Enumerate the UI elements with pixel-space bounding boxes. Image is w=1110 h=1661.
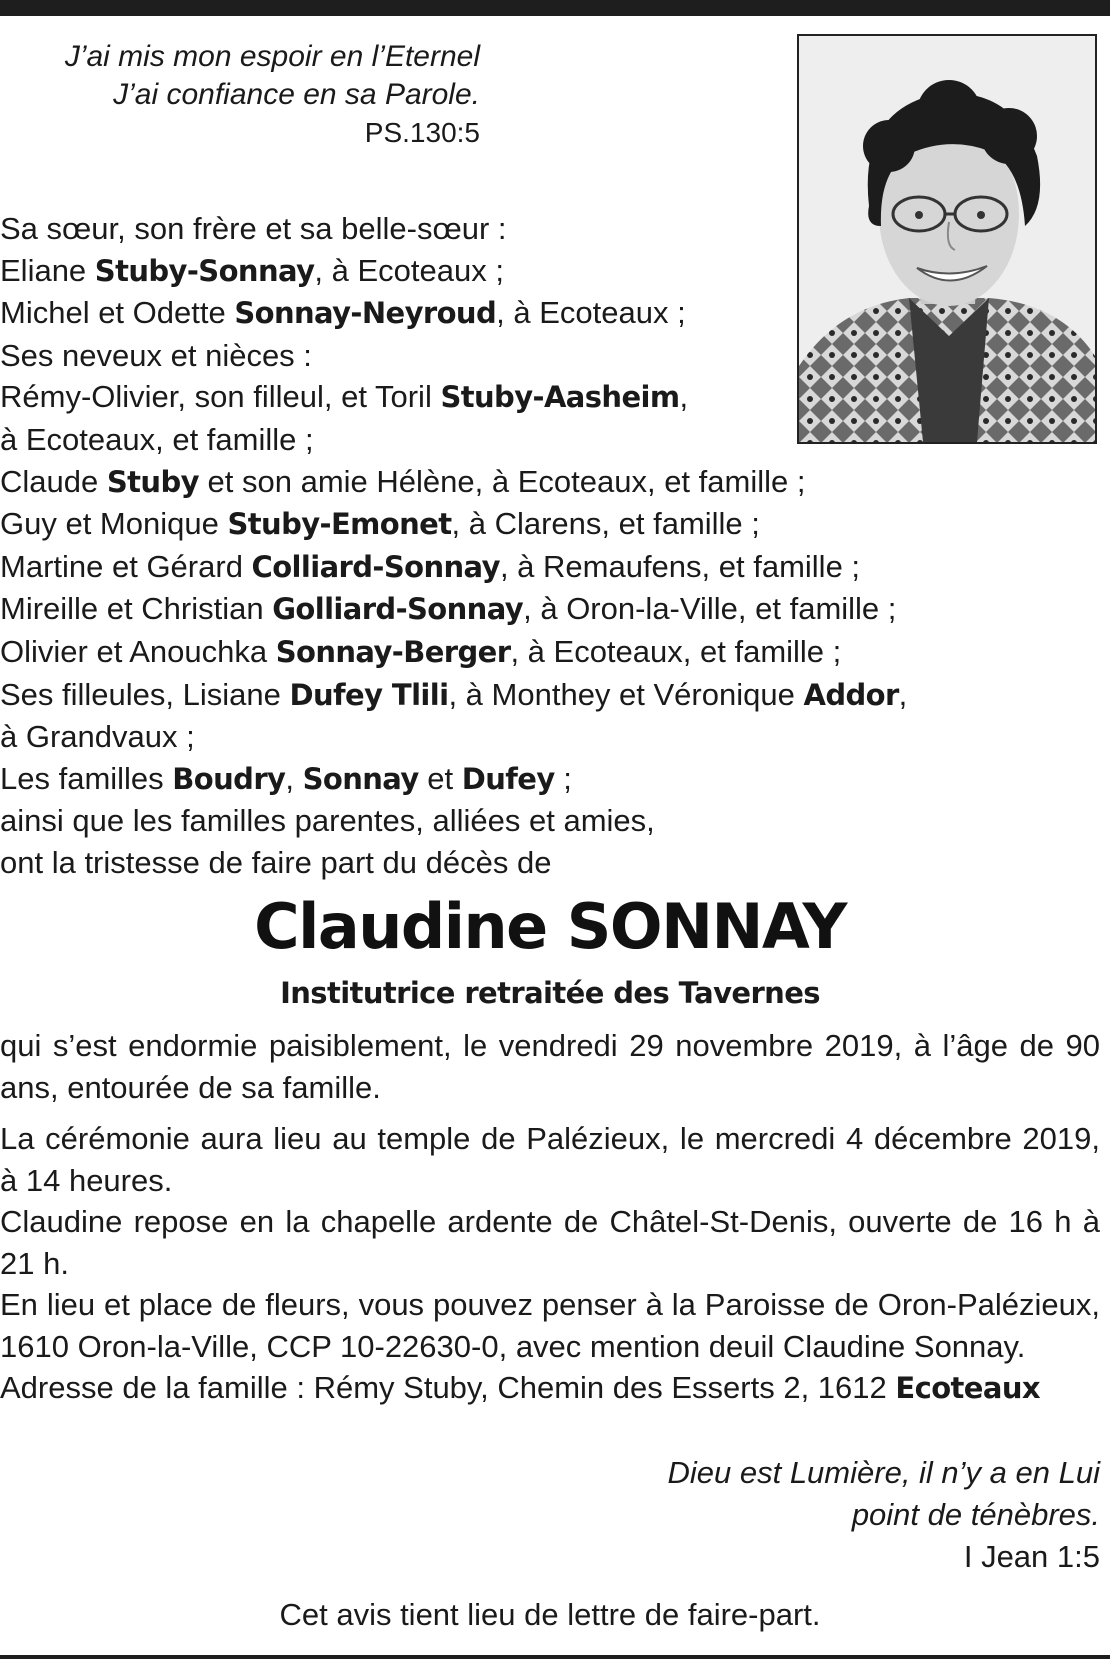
godchildren-line: Ses filleules, Lisiane Dufey Tlili, à Monthey et Véronique Addor, xyxy=(0,676,908,712)
flowers-paragraph: En lieu et place de fleurs, vous pouvez penser à la Paroisse de Oron-Palézieux, 1610 Oron-la-Ville, CCP 10-22630-0, avec mention deuil Claudine Sonnay. xyxy=(0,1287,1100,1364)
family-line: Sa sœur, son frère et sa belle-sœur : xyxy=(0,211,507,246)
deceased-name: Claudine SONNAY xyxy=(254,890,846,963)
family-name: Sonnay-Neyroud xyxy=(234,296,497,331)
family-line: à Ecoteaux, et famille ; xyxy=(0,421,314,457)
ceremony-paragraph: La cérémonie aura lieu au temple de Palézieux, le mercredi 4 décembre 2019, à 14 heures. xyxy=(0,1121,1100,1198)
announce-line: ont la tristesse de faire part du décès de xyxy=(0,844,552,880)
family-name: Stuby-Sonnay xyxy=(94,253,315,288)
epigraph-reference: PS.130:5 xyxy=(364,117,480,148)
address-paragraph: Adresse de la famille : Rémy Stuby, Chemin des Esserts 2, 1612 Ecoteaux xyxy=(0,1370,1040,1405)
family-name: Stuby-Aasheim xyxy=(440,380,680,415)
family-line: Mireille et Christian Golliard-Sonnay, à Oron-la-Ville, et famille ; xyxy=(0,591,897,627)
closing-verse xyxy=(400,1452,1100,1578)
family-line: Martine et Gérard Colliard-Sonnay, à Remaufens, et famille ; xyxy=(0,548,861,584)
families-line: Les familles Boudry, Sonnay et Dufey ; xyxy=(0,760,572,796)
obituary-body xyxy=(0,1025,1100,1410)
family-line: Michel et Odette Sonnay-Neyroud, à Ecoteaux ; xyxy=(0,295,686,331)
chapel-paragraph: Claudine repose en la chapelle ardente de Châtel-St-Denis, ouverte de 16 h à 21 h. xyxy=(0,1204,1100,1281)
address-locality: Ecoteaux xyxy=(895,1371,1040,1405)
occupation: Institutrice retraitée des Tavernes xyxy=(280,976,820,1010)
godchildren-line-2: à Grandvaux ; xyxy=(0,719,195,755)
family-name: Sonnay xyxy=(302,761,419,796)
family-name: Dufey xyxy=(461,761,555,796)
closing-reference: I Jean 1:5 xyxy=(963,1539,1100,1574)
family-name: Golliard-Sonnay xyxy=(272,592,524,627)
family-name: Sonnay-Berger xyxy=(275,634,511,669)
death-paragraph: qui s’est endormie paisiblement, le vendredi 29 novembre 2019, à l’âge de 90 ans, entourée de sa famille. xyxy=(0,1028,1100,1105)
epigraph-line-1: J’ai mis mon espoir en l’Eternel xyxy=(64,40,480,73)
family-name: Stuby-Emonet xyxy=(227,507,452,542)
epigraph-line-2: J’ai confiance en sa Parole. xyxy=(113,78,480,111)
family-line: Claude Stuby et son amie Hélène, à Ecoteaux, et famille ; xyxy=(0,463,806,499)
bottom-rule xyxy=(0,1655,1110,1659)
closing-line-1: Dieu est Lumière, il n’y a en Lui xyxy=(667,1455,1100,1490)
epigraph xyxy=(0,38,480,152)
notice-line: Cet avis tient lieu de lettre de faire-part. xyxy=(279,1597,821,1632)
relatives-line: ainsi que les familles parentes, alliées et amies, xyxy=(0,803,655,839)
closing-line-2: point de ténèbres. xyxy=(851,1497,1100,1532)
top-rule xyxy=(0,0,1110,16)
family-name: Boudry xyxy=(172,761,286,796)
family-name: Addor xyxy=(803,677,899,712)
family-name: Colliard-Sonnay xyxy=(251,549,500,584)
family-line: Ses neveux et nièces : xyxy=(0,337,312,373)
family-line: Olivier et Anouchka Sonnay-Berger, à Ecoteaux, et famille ; xyxy=(0,633,842,669)
family-line: Rémy-Olivier, son filleul, et Toril Stuby-Aasheim, xyxy=(0,379,689,415)
family-line: Eliane Stuby-Sonnay, à Ecoteaux ; xyxy=(0,252,504,288)
family-line: Guy et Monique Stuby-Emonet, à Clarens, et famille ; xyxy=(0,506,760,542)
family-list xyxy=(0,208,1000,884)
family-name: Dufey Tlili xyxy=(289,677,449,712)
family-name: Stuby xyxy=(106,464,199,499)
